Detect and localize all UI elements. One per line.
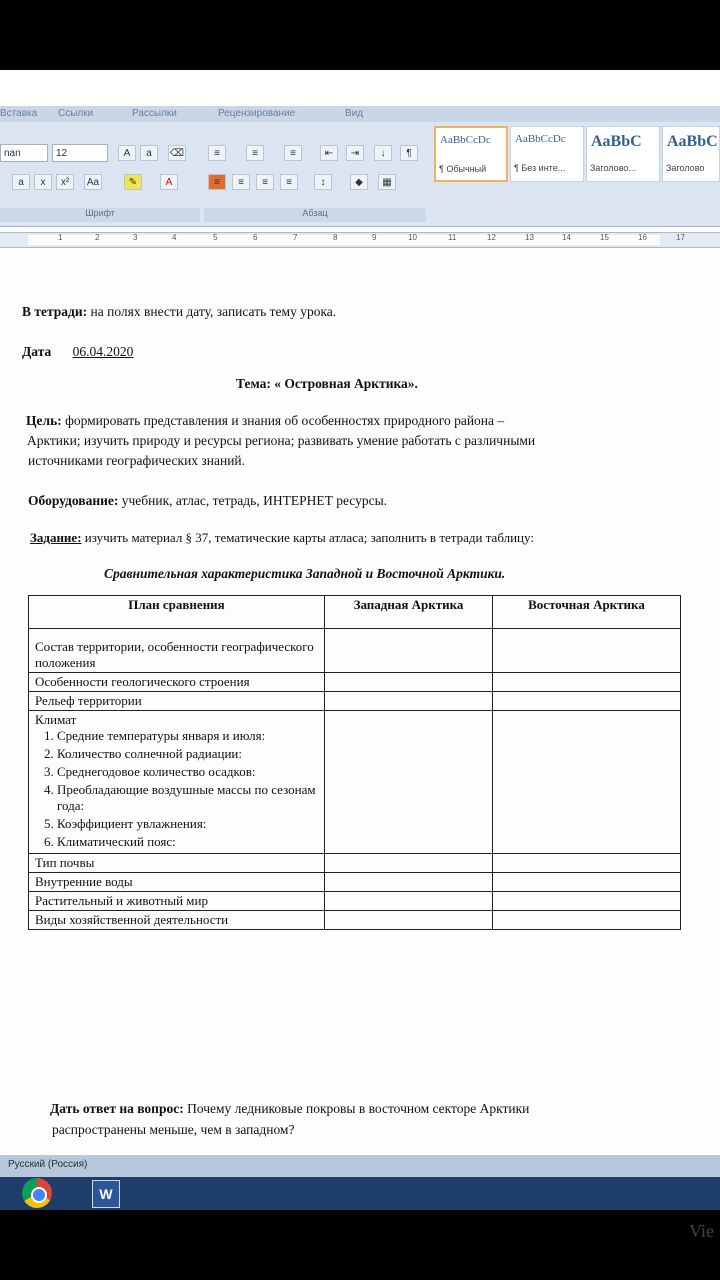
goal-text-3: источниками географических знаний. xyxy=(28,453,246,468)
equipment-line xyxy=(28,493,387,509)
east-cell[interactable] xyxy=(493,711,681,854)
west-cell[interactable] xyxy=(325,911,493,930)
west-cell[interactable] xyxy=(325,629,493,673)
style-sample: AaBbCcDc xyxy=(515,133,566,145)
task-text: изучить материал § 37, тематические карты атласа; заполнить в тетради таблицу: xyxy=(84,530,534,545)
ruler-mark: 11 xyxy=(448,233,457,242)
ruler-mark: 5 xyxy=(213,233,218,242)
east-cell[interactable] xyxy=(493,892,681,911)
style-no-spacing[interactable] xyxy=(510,126,584,182)
clear-format-icon[interactable]: ⌫ xyxy=(168,145,186,161)
header-east: Восточная Арктика xyxy=(493,596,681,629)
style-sample: AaBbCcDc xyxy=(440,134,491,146)
show-marks-icon[interactable]: ¶ xyxy=(400,145,418,161)
subscript-icon[interactable]: x xyxy=(34,174,52,190)
monitor-brand: Vie xyxy=(689,1221,714,1241)
decrease-indent-icon[interactable]: ⇤ xyxy=(320,145,338,161)
ruler-mark: 8 xyxy=(333,233,338,242)
date-value: 06.04.2020 xyxy=(72,344,134,359)
notebook-label: В тетради: xyxy=(22,304,88,319)
climate-item: 1. Средние температуры января и июля: xyxy=(57,728,318,744)
ruler-mark: 3 xyxy=(133,233,138,242)
east-cell[interactable] xyxy=(493,854,681,873)
status-bar xyxy=(0,1155,720,1177)
east-cell[interactable] xyxy=(493,911,681,930)
row-territory: Состав территории, особенности географического положения xyxy=(29,629,325,673)
row-geology: Особенности геологического строения xyxy=(29,673,325,692)
west-cell[interactable] xyxy=(325,673,493,692)
group-font-label: Шрифт xyxy=(0,208,200,222)
ruler-mark: 4 xyxy=(172,233,177,242)
notebook-line xyxy=(22,304,336,320)
ruler-mark: 9 xyxy=(372,233,377,242)
climate-item: 6. Климатический пояс: xyxy=(57,834,318,850)
ruler-mark: 10 xyxy=(408,233,417,242)
document-page[interactable] xyxy=(0,250,720,1155)
increase-indent-icon[interactable]: ⇥ xyxy=(346,145,364,161)
table-title: Сравнительная характеристика Западной и Восточной Арктики. xyxy=(104,566,506,581)
style-sample: AaBbC xyxy=(591,133,642,150)
style-normal[interactable] xyxy=(434,126,508,182)
table-row xyxy=(29,692,681,711)
east-cell[interactable] xyxy=(493,692,681,711)
east-cell[interactable] xyxy=(493,873,681,892)
line-spacing-icon[interactable]: ↕ xyxy=(314,174,332,190)
horizontal-ruler[interactable] xyxy=(0,232,720,248)
climate-item: 2. Количество солнечной радиации: xyxy=(57,746,318,762)
question-text-1: Почему ледниковые покровы в восточном секторе Арктики xyxy=(187,1101,530,1116)
west-cell[interactable] xyxy=(325,692,493,711)
west-cell[interactable] xyxy=(325,711,493,854)
row-relief: Рельеф территории xyxy=(29,692,325,711)
style-name: Заголово... xyxy=(590,163,636,173)
header-west: Западная Арктика xyxy=(325,596,493,629)
strikethrough-icon[interactable]: a xyxy=(12,174,30,190)
ribbon xyxy=(0,122,720,227)
word-icon[interactable]: W xyxy=(92,1180,120,1208)
question-text-2: распространены меньше, чем в западном? xyxy=(52,1122,295,1137)
east-cell[interactable] xyxy=(493,673,681,692)
equipment-label: Оборудование: xyxy=(28,493,119,508)
ruler-mark: 16 xyxy=(638,233,647,242)
superscript-icon[interactable]: x² xyxy=(56,174,74,190)
shrink-font-icon[interactable]: a xyxy=(140,145,158,161)
table-header-row xyxy=(29,596,681,629)
climate-label: Климат xyxy=(35,712,77,727)
west-cell[interactable] xyxy=(325,892,493,911)
justify-icon[interactable]: ≡ xyxy=(280,174,298,190)
ruler-mark: 7 xyxy=(293,233,298,242)
group-paragraph-label: Абзац xyxy=(204,208,426,222)
tab-view[interactable]: Вид xyxy=(345,108,364,119)
tab-references[interactable]: Ссылки xyxy=(58,108,94,119)
west-cell[interactable] xyxy=(325,854,493,873)
numbering-icon[interactable]: ≡ xyxy=(246,145,264,161)
tab-insert[interactable]: Вставка xyxy=(0,108,38,119)
font-name-box[interactable]: nan xyxy=(0,144,48,162)
goal-label: Цель: xyxy=(26,413,62,428)
row-economy: Виды хозяйственной деятельности xyxy=(29,911,325,930)
tab-mailings[interactable]: Рассылки xyxy=(132,108,177,119)
ruler-mark: 14 xyxy=(562,233,571,242)
ribbon-tab-bar xyxy=(0,106,720,122)
comparison-table xyxy=(28,595,681,930)
ruler-mark: 1 xyxy=(58,233,63,242)
style-name: ¶ Без инте... xyxy=(514,163,566,173)
highlight-icon[interactable]: ✎ xyxy=(124,174,142,190)
align-center-icon[interactable]: ≡ xyxy=(232,174,250,190)
row-flora-fauna: Растительный и животный мир xyxy=(29,892,325,911)
row-soil: Тип почвы xyxy=(29,854,325,873)
table-row xyxy=(29,873,681,892)
font-color-icon[interactable]: A xyxy=(160,174,178,190)
font-size-box[interactable]: 12 xyxy=(52,144,108,162)
climate-item: 4. Преобладающие воздушные массы по сезонам года: xyxy=(57,782,318,814)
table-row xyxy=(29,854,681,873)
table-row xyxy=(29,911,681,930)
date-line xyxy=(22,344,133,360)
question-line-1 xyxy=(50,1101,529,1117)
grow-font-icon[interactable]: A xyxy=(118,145,136,161)
style-sample: AaBbC xyxy=(667,133,718,150)
header-plan: План сравнения xyxy=(29,596,325,629)
row-climate xyxy=(29,711,325,854)
question-label: Дать ответ на вопрос: xyxy=(50,1101,184,1116)
west-cell[interactable] xyxy=(325,873,493,892)
goal-line-1 xyxy=(26,413,504,429)
goal-text-1: формировать представления и знания об особенностях природного района – xyxy=(65,413,505,428)
east-cell[interactable] xyxy=(493,629,681,673)
goal-text-2: Арктики; изучить природу и ресурсы региона; развивать умение работать с различными xyxy=(27,433,536,448)
row-waters: Внутренние воды xyxy=(29,873,325,892)
ruler-mark: 13 xyxy=(525,233,534,242)
tab-review[interactable]: Рецензирование xyxy=(218,108,296,119)
style-name: Заголово xyxy=(666,163,705,173)
task-label: Задание: xyxy=(30,530,82,545)
case-icon[interactable]: Aa xyxy=(84,174,102,190)
climate-item: 3. Среднегодовое количество осадков: xyxy=(57,764,318,780)
table-row xyxy=(29,892,681,911)
notebook-text: на полях внести дату, записать тему урока. xyxy=(90,304,337,319)
ruler-mark: 6 xyxy=(253,233,258,242)
task-line xyxy=(30,530,534,546)
align-right-icon[interactable]: ≡ xyxy=(256,174,274,190)
climate-list xyxy=(35,728,318,850)
ruler-mark: 17 xyxy=(676,233,685,242)
date-label: Дата xyxy=(22,344,52,359)
table-row xyxy=(29,673,681,692)
style-heading-1[interactable] xyxy=(586,126,660,182)
equipment-text: учебник, атлас, тетрадь, ИНТЕРНЕТ ресурсы. xyxy=(121,493,388,508)
monitor-screen xyxy=(0,70,720,1210)
table-row xyxy=(29,629,681,673)
ruler-mark: 2 xyxy=(95,233,100,242)
style-heading-2[interactable] xyxy=(662,126,720,182)
climate-item: 5. Коэффициент увлажнения: xyxy=(57,816,318,832)
ruler-mark: 12 xyxy=(487,233,496,242)
align-left-icon[interactable]: ≡ xyxy=(208,174,226,190)
borders-icon[interactable]: ▦ xyxy=(378,174,396,190)
shading-icon[interactable]: ◆ xyxy=(350,174,368,190)
topic-heading: Тема: « Островная Арктика». xyxy=(236,376,418,391)
sort-icon[interactable]: ↓ xyxy=(374,145,392,161)
ruler-mark: 15 xyxy=(600,233,609,242)
bullets-icon[interactable]: ≡ xyxy=(208,145,226,161)
language-indicator[interactable]: Русский (Россия) xyxy=(8,1159,88,1170)
chrome-icon[interactable] xyxy=(22,1178,52,1208)
table-row xyxy=(29,711,681,854)
style-name: ¶ Обычный xyxy=(439,164,487,174)
multilevel-list-icon[interactable]: ≡ xyxy=(284,145,302,161)
